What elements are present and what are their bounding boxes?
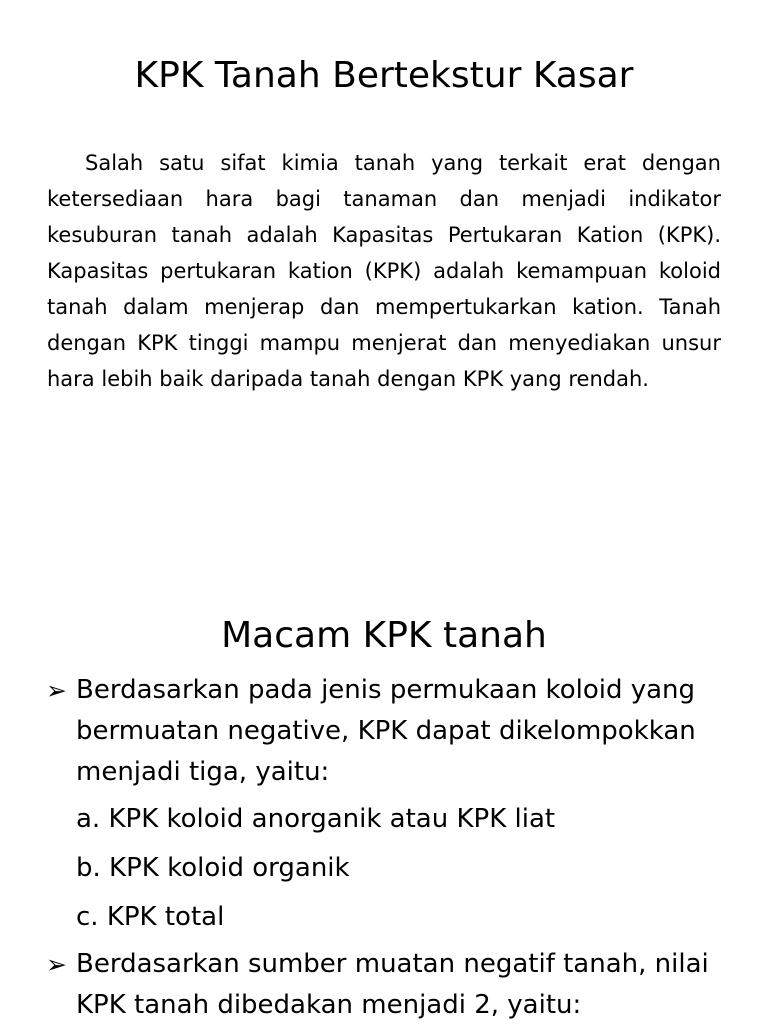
slide-title: KPK Tanah Bertekstur Kasar (134, 55, 634, 96)
bullet-item (46, 944, 746, 1026)
bullet-text: Berdasarkan pada jenis permukaan koloid yang bermuatan negative, KPK dapat dikelompokkan menjadi tiga, yaitu: (76, 675, 696, 787)
bullet-text: Berdasarkan sumber muatan negatif tanah, nilai KPK tanah dibedakan menjadi 2, yaitu: (76, 949, 709, 1020)
arrow-bullet-icon: ➢ (46, 950, 67, 979)
sub-item: c. KPK total (76, 902, 225, 932)
sub-item: b. KPK koloid organik (76, 853, 350, 883)
slide-macam-kpk-tanah (0, 540, 768, 1024)
bullet-list (46, 670, 746, 1026)
bullet-item (46, 670, 746, 944)
sub-item: a. KPK koloid anorganik atau KPK liat (76, 804, 556, 834)
body-paragraph: Salah satu sifat kimia tanah yang terkait erat dengan ketersediaan hara bagi tanaman dan menjadi indikator kesuburan tanah adalah Kapasitas Pertukaran Kation (KPK). Kapasitas pertukaran kation (KPK) adalah kemampuan koloid tanah dalam menjerap dan mempertukarkan kation. Tanah dengan KPK tinggi mampu menjerat dan menyediakan unsur hara lebih baik daripada tanah dengan KPK yang rendah. (47, 151, 721, 391)
slide-title: Macam KPK tanah (221, 615, 547, 656)
arrow-bullet-icon: ➢ (46, 676, 67, 705)
sub-list (76, 793, 746, 944)
